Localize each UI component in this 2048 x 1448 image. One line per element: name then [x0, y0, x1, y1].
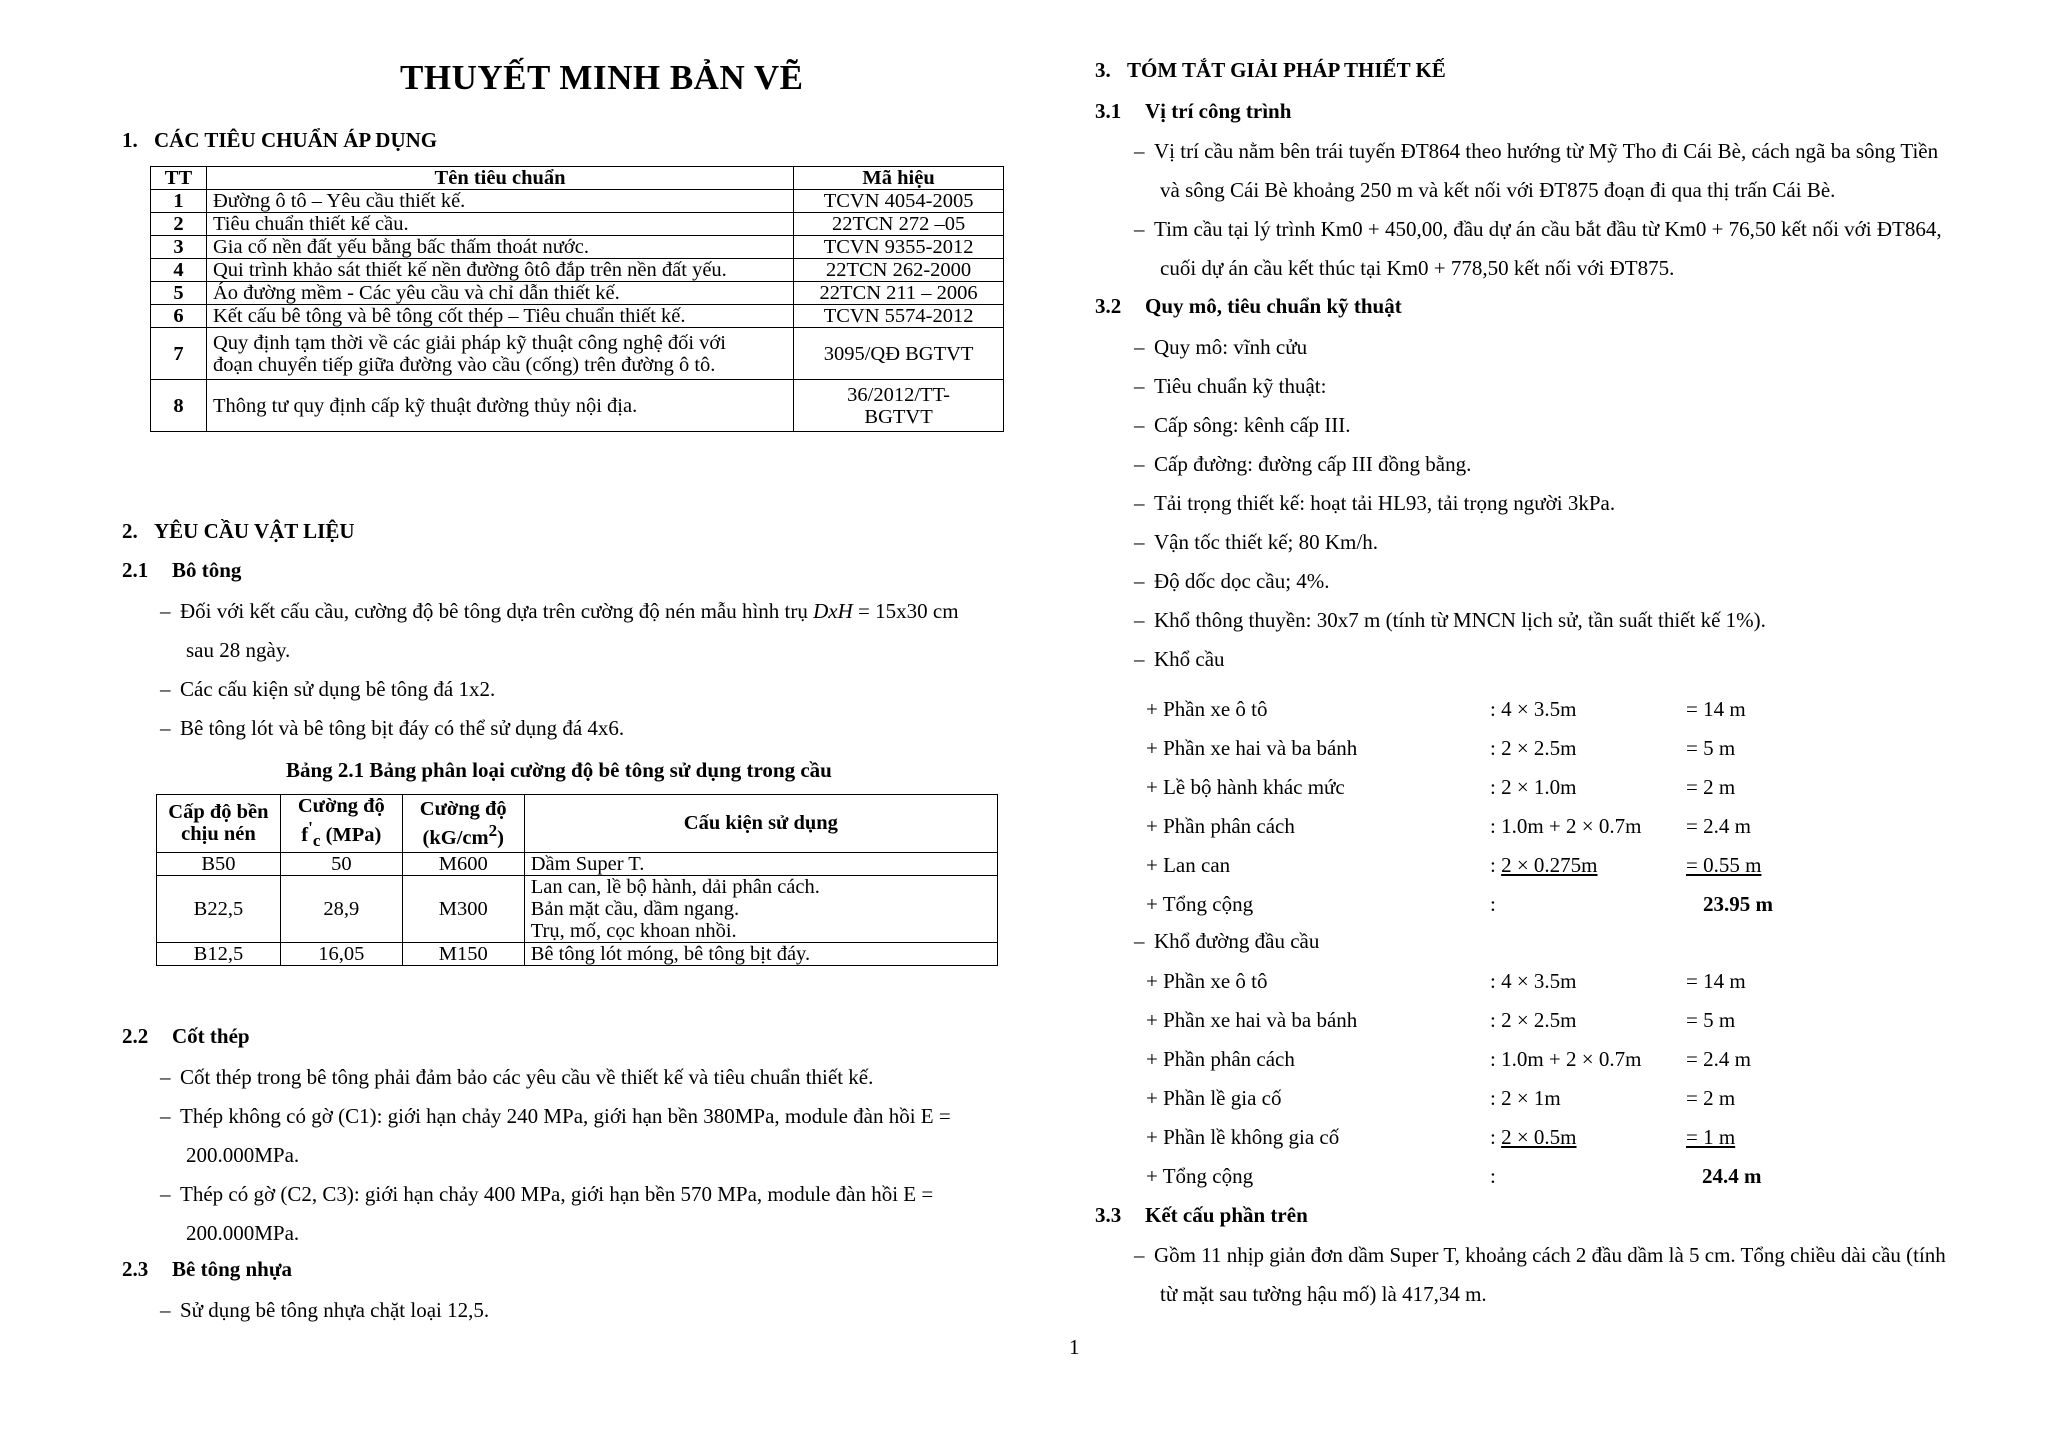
approach-width-row: + Phần phân cách : 1.0m + 2 × 0.7m = 2.4 m	[1146, 1047, 1751, 1071]
section-1-heading: 1. CÁC TIÊU CHUẨN ÁP DỤNG	[122, 128, 438, 152]
approach-width-label: – Khổ đường đầu cầu	[1134, 929, 1320, 953]
section-2-1-heading: 2.1 Bô tông	[122, 558, 242, 582]
spec-item: – Quy mô: vĩnh cửu	[1134, 335, 1308, 359]
table-header-row	[151, 167, 1004, 190]
approach-width-row: + Phần xe hai và ba bánh : 2 × 2.5m = 5 m	[1146, 1008, 1736, 1032]
spec-item: – Tiêu chuẩn kỹ thuật:	[1134, 374, 1327, 398]
table-row: 5 Áo đường mềm - Các yêu cầu và chỉ dẫn thiết kế. 22TCN 211 – 2006	[151, 282, 1004, 305]
section-3-3-heading: 3.3 Kết cấu phần trên	[1095, 1203, 1308, 1227]
bridge-width-row: + Phần xe ô tô : 4 × 3.5m = 14 m	[1146, 697, 1746, 721]
location-bullet-2: – Tim cầu tại lý trình Km0 + 450,00, đầu dự án cầu bắt đầu từ Km0 + 76,50 kết nối với ĐT864, cuối dự án cầu kết thúc tại Km0 + 778,50 kết nối với ĐT875.	[1134, 217, 1942, 280]
standards-table	[150, 166, 1004, 432]
header-code: Mã hiệu	[794, 167, 1004, 190]
bridge-width-row: + Lề bộ hành khác mức : 2 × 1.0m = 2 m	[1146, 775, 1736, 799]
location-bullet-1: – Vị trí cầu nằm bên trái tuyến ĐT864 theo hướng từ Mỹ Tho đi Cái Bè, cách ngã ba sông Tiền và sông Cái Bè khoảng 250 m và kết nối với ĐT875 đoạn đi qua thị trấn Cái Bè.	[1134, 139, 1939, 202]
table-caption: Bảng 2.1 Bảng phân loại cường độ bê tông sử dụng trong cầu	[286, 758, 832, 782]
table-row: 6 Kết cấu bê tông và bê tông cốt thép – Tiêu chuẩn thiết kế. TCVN 5574-2012	[151, 305, 1004, 328]
steel-bullet-2: – Thép không có gờ (C1): giới hạn chảy 240 MPa, giới hạn bền 380MPa, module đàn hồi E = 200.000MPa.	[160, 1104, 951, 1167]
document-title: THUYẾT MINH BẢN VẼ	[400, 58, 804, 97]
table-row: 4 Qui trình khảo sát thiết kế nền đường ôtô đắp trên nền đất yếu. 22TCN 262-2000	[151, 259, 1004, 282]
table-row: 2 Tiêu chuẩn thiết kế cầu. 22TCN 272 –05	[151, 213, 1004, 236]
table-row: 3 Gia cố nền đất yếu bằng bấc thấm thoát nước. TCVN 9355-2012	[151, 236, 1004, 259]
table-row: B50 50 M600 Dầm Super T.	[157, 852, 998, 875]
header-name: Tên tiêu chuẩn	[206, 167, 793, 190]
section-2-2-heading: 2.2 Cốt thép	[122, 1024, 250, 1048]
asphalt-bullet-1: – Sử dụng bê tông nhựa chặt loại 12,5.	[160, 1298, 490, 1322]
section-3-2-heading: 3.2 Quy mô, tiêu chuẩn kỹ thuật	[1095, 294, 1402, 318]
approach-width-total: + Tổng cộng : 24.4 m	[1146, 1164, 1762, 1188]
spec-item: – Cấp đường: đường cấp III đồng bằng.	[1134, 452, 1472, 476]
concrete-bullet-2: – Các cấu kiện sử dụng bê tông đá 1x2.	[160, 677, 496, 701]
concrete-grade-table	[156, 794, 998, 966]
table-row: B12,5 16,05 M150 Bê tông lót móng, bê tông bịt đáy.	[157, 942, 998, 965]
section-3-1-heading: 3.1 Vị trí công trình	[1095, 99, 1292, 123]
concrete-bullet-1: – Đối với kết cấu cầu, cường độ bê tông dựa trên cường độ nén mẫu hình trụ DxH = 15x30 cm sau 28 ngày.	[160, 599, 959, 662]
approach-width-row: + Phần xe ô tô : 4 × 3.5m = 14 m	[1146, 969, 1746, 993]
superstructure-bullet-1: – Gồm 11 nhịp giản đơn dầm Super T, khoảng cách 2 đầu dầm là 5 cm. Tổng chiều dài cầu (tính từ mặt sau tường hậu mố) là 417,34 m.	[1134, 1243, 1946, 1306]
steel-bullet-1: – Cốt thép trong bê tông phải đảm bảo các yêu cầu về thiết kế và tiêu chuẩn thiết kế.	[160, 1065, 874, 1089]
approach-width-row: + Phần lề không gia cố : 2 × 0.5m = 1 m	[1146, 1125, 1736, 1149]
bridge-width-row: + Phần xe hai và ba bánh : 2 × 2.5m = 5 m	[1146, 736, 1736, 760]
page-number: 1	[1069, 1335, 1080, 1359]
table-row: B22,5 28,9 M300 Lan can, lề bộ hành, dải phân cách. Bản mặt cầu, dầm ngang. Trụ, mố, cọc khoan nhồi.	[157, 875, 998, 942]
bridge-width-row: + Lan can : 2 × 0.275m = 0.55 m	[1146, 853, 1762, 877]
section-3-heading: 3. TÓM TẮT GIẢI PHÁP THIẾT KẾ	[1095, 58, 1446, 82]
spec-item: – Tải trọng thiết kế: hoạt tải HL93, tải trọng người 3kPa.	[1134, 491, 1616, 515]
table-row: 1 Đường ô tô – Yêu cầu thiết kế. TCVN 4054-2005	[151, 190, 1004, 213]
table-row: 8 Thông tư quy định cấp kỹ thuật đường thủy nội địa. 36/2012/TT- BGTVT	[151, 380, 1004, 432]
spec-item: – Khổ cầu	[1134, 647, 1225, 671]
approach-width-row: + Phần lề gia cố : 2 × 1m = 2 m	[1146, 1086, 1736, 1110]
bridge-width-row: + Phần phân cách : 1.0m + 2 × 0.7m = 2.4 m	[1146, 814, 1751, 838]
spec-item: – Cấp sông: kênh cấp III.	[1134, 413, 1351, 437]
section-2-3-heading: 2.3 Bê tông nhựa	[122, 1257, 292, 1281]
bridge-width-total: + Tổng cộng : 23.95 m	[1146, 892, 1773, 916]
table-header-row: Cấp độ bền chịu nén Cường độ $f'_c$ (MPa) Cường độ $(kG/cm^2)$ Cấu kiện sử dụng	[157, 795, 998, 853]
spec-item: – Độ dốc dọc cầu; 4%.	[1134, 569, 1330, 593]
section-2-heading: 2. YÊU CẦU VẬT LIỆU	[122, 519, 355, 543]
spec-item: – Vận tốc thiết kế; 80 Km/h.	[1134, 530, 1378, 554]
concrete-bullet-3: – Bê tông lót và bê tông bịt đáy có thể sử dụng đá 4x6.	[160, 716, 625, 740]
table-row: 7 Quy định tạm thời về các giải pháp kỹ thuật công nghệ đối với đoạn chuyển tiếp giữa đường vào cầu (cống) trên đường ô tô. 3095/QĐ BGTVT	[151, 328, 1004, 380]
steel-bullet-3: – Thép có gờ (C2, C3): giới hạn chảy 400 MPa, giới hạn bền 570 MPa, module đàn hồi E = 200.000MPa.	[160, 1182, 934, 1245]
header-tt: TT	[151, 167, 207, 190]
spec-item: – Khổ thông thuyền: 30x7 m (tính từ MNCN lịch sử, tần suất thiết kế 1%).	[1134, 608, 1766, 632]
